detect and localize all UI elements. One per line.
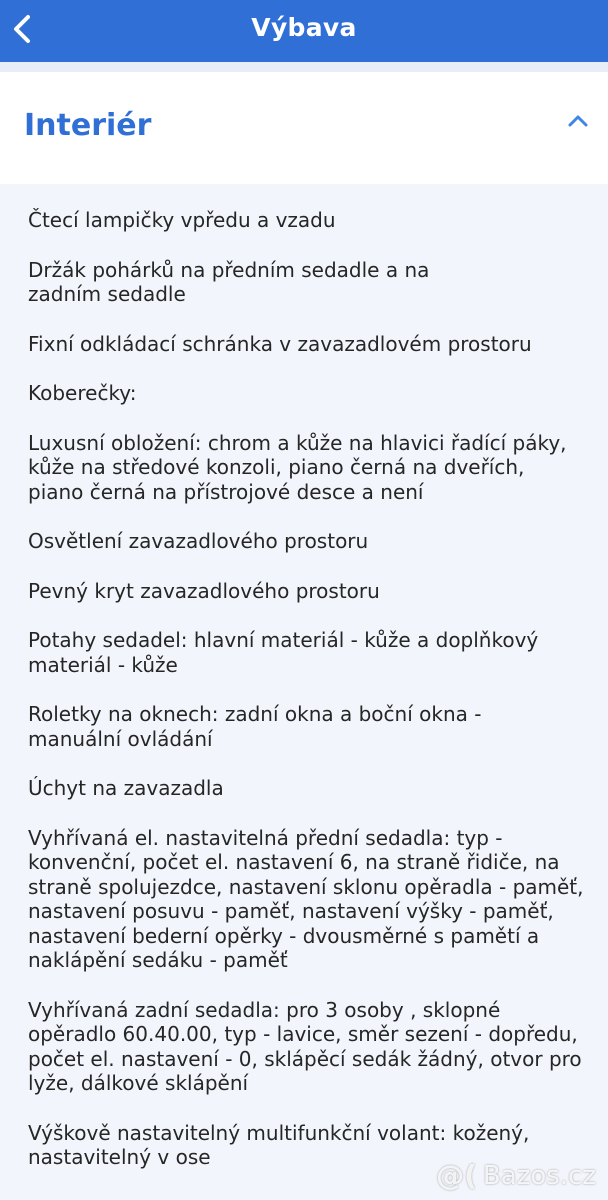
- list-item: Luxusní obložení: chrom a kůže na hlavici řadící páky, kůže na středové konzoli, piano černá na dveřích, piano černá na přístrojové desce a není: [28, 430, 567, 504]
- top-app-bar: [0, 0, 608, 62]
- watermark-text: Bazos.cz: [482, 1160, 596, 1191]
- section-title: Interiér: [24, 108, 152, 143]
- list-item: Fixní odkládací schránka v zavazadlovém prostoru: [28, 331, 532, 356]
- list-item: Vyhřívaná zadní sedadla: pro 3 osoby , sklopné opěradlo 60.40.00, typ - lavice, směr sezení - dopředu, počet el. nastavení - 0, sklápěcí sedák žádný, otvor pro lyže, dálkové sklápění: [28, 997, 582, 1095]
- list-item: Úchyt na zavazadla: [28, 776, 224, 800]
- list-item: Osvětlení zavazadlového prostoru: [28, 529, 369, 553]
- page-title: Výbava: [251, 13, 357, 42]
- list-item: Čtecí lampičky vpředu a vzadu: [28, 208, 336, 232]
- list-item: Koberečky:: [28, 381, 137, 405]
- list-item: Vyhřívaná el. nastavitelná přední sedadla: typ - konvenční, počet el. nastavení 6, na straně řidiče, na straně spolujezdce, nastavení sklonu opěradla - paměť, nastavení posuvu - paměť, nastavení výšky - paměť, nastavení bederní opěrky - dvousměrné s pamětí a naklápění sedáku - paměť: [28, 825, 584, 972]
- watermark: [436, 1159, 596, 1192]
- section-header-interior[interactable]: [0, 72, 608, 184]
- list-item: Výškově nastavitelný multifunkční volant: kožený, nastavitelný v ose: [28, 1120, 530, 1169]
- list-item: Potahy sedadel: hlavní materiál - kůže a doplňkový materiál - kůže: [28, 628, 539, 677]
- chevron-up-icon: [567, 113, 589, 132]
- equipment-list: [28, 208, 588, 1195]
- bazos-logo-icon: @(: [436, 1159, 477, 1192]
- list-item: Pevný kryt zavazadlového prostoru: [28, 578, 380, 603]
- header-divider: [0, 62, 608, 72]
- list-item: Roletky na oknech: zadní okna a boční okna - manuální ovládání: [28, 702, 482, 751]
- list-item: Držák pohárků na předním sedadle a na zadním sedadle: [28, 257, 430, 306]
- collapse-button[interactable]: [562, 106, 594, 138]
